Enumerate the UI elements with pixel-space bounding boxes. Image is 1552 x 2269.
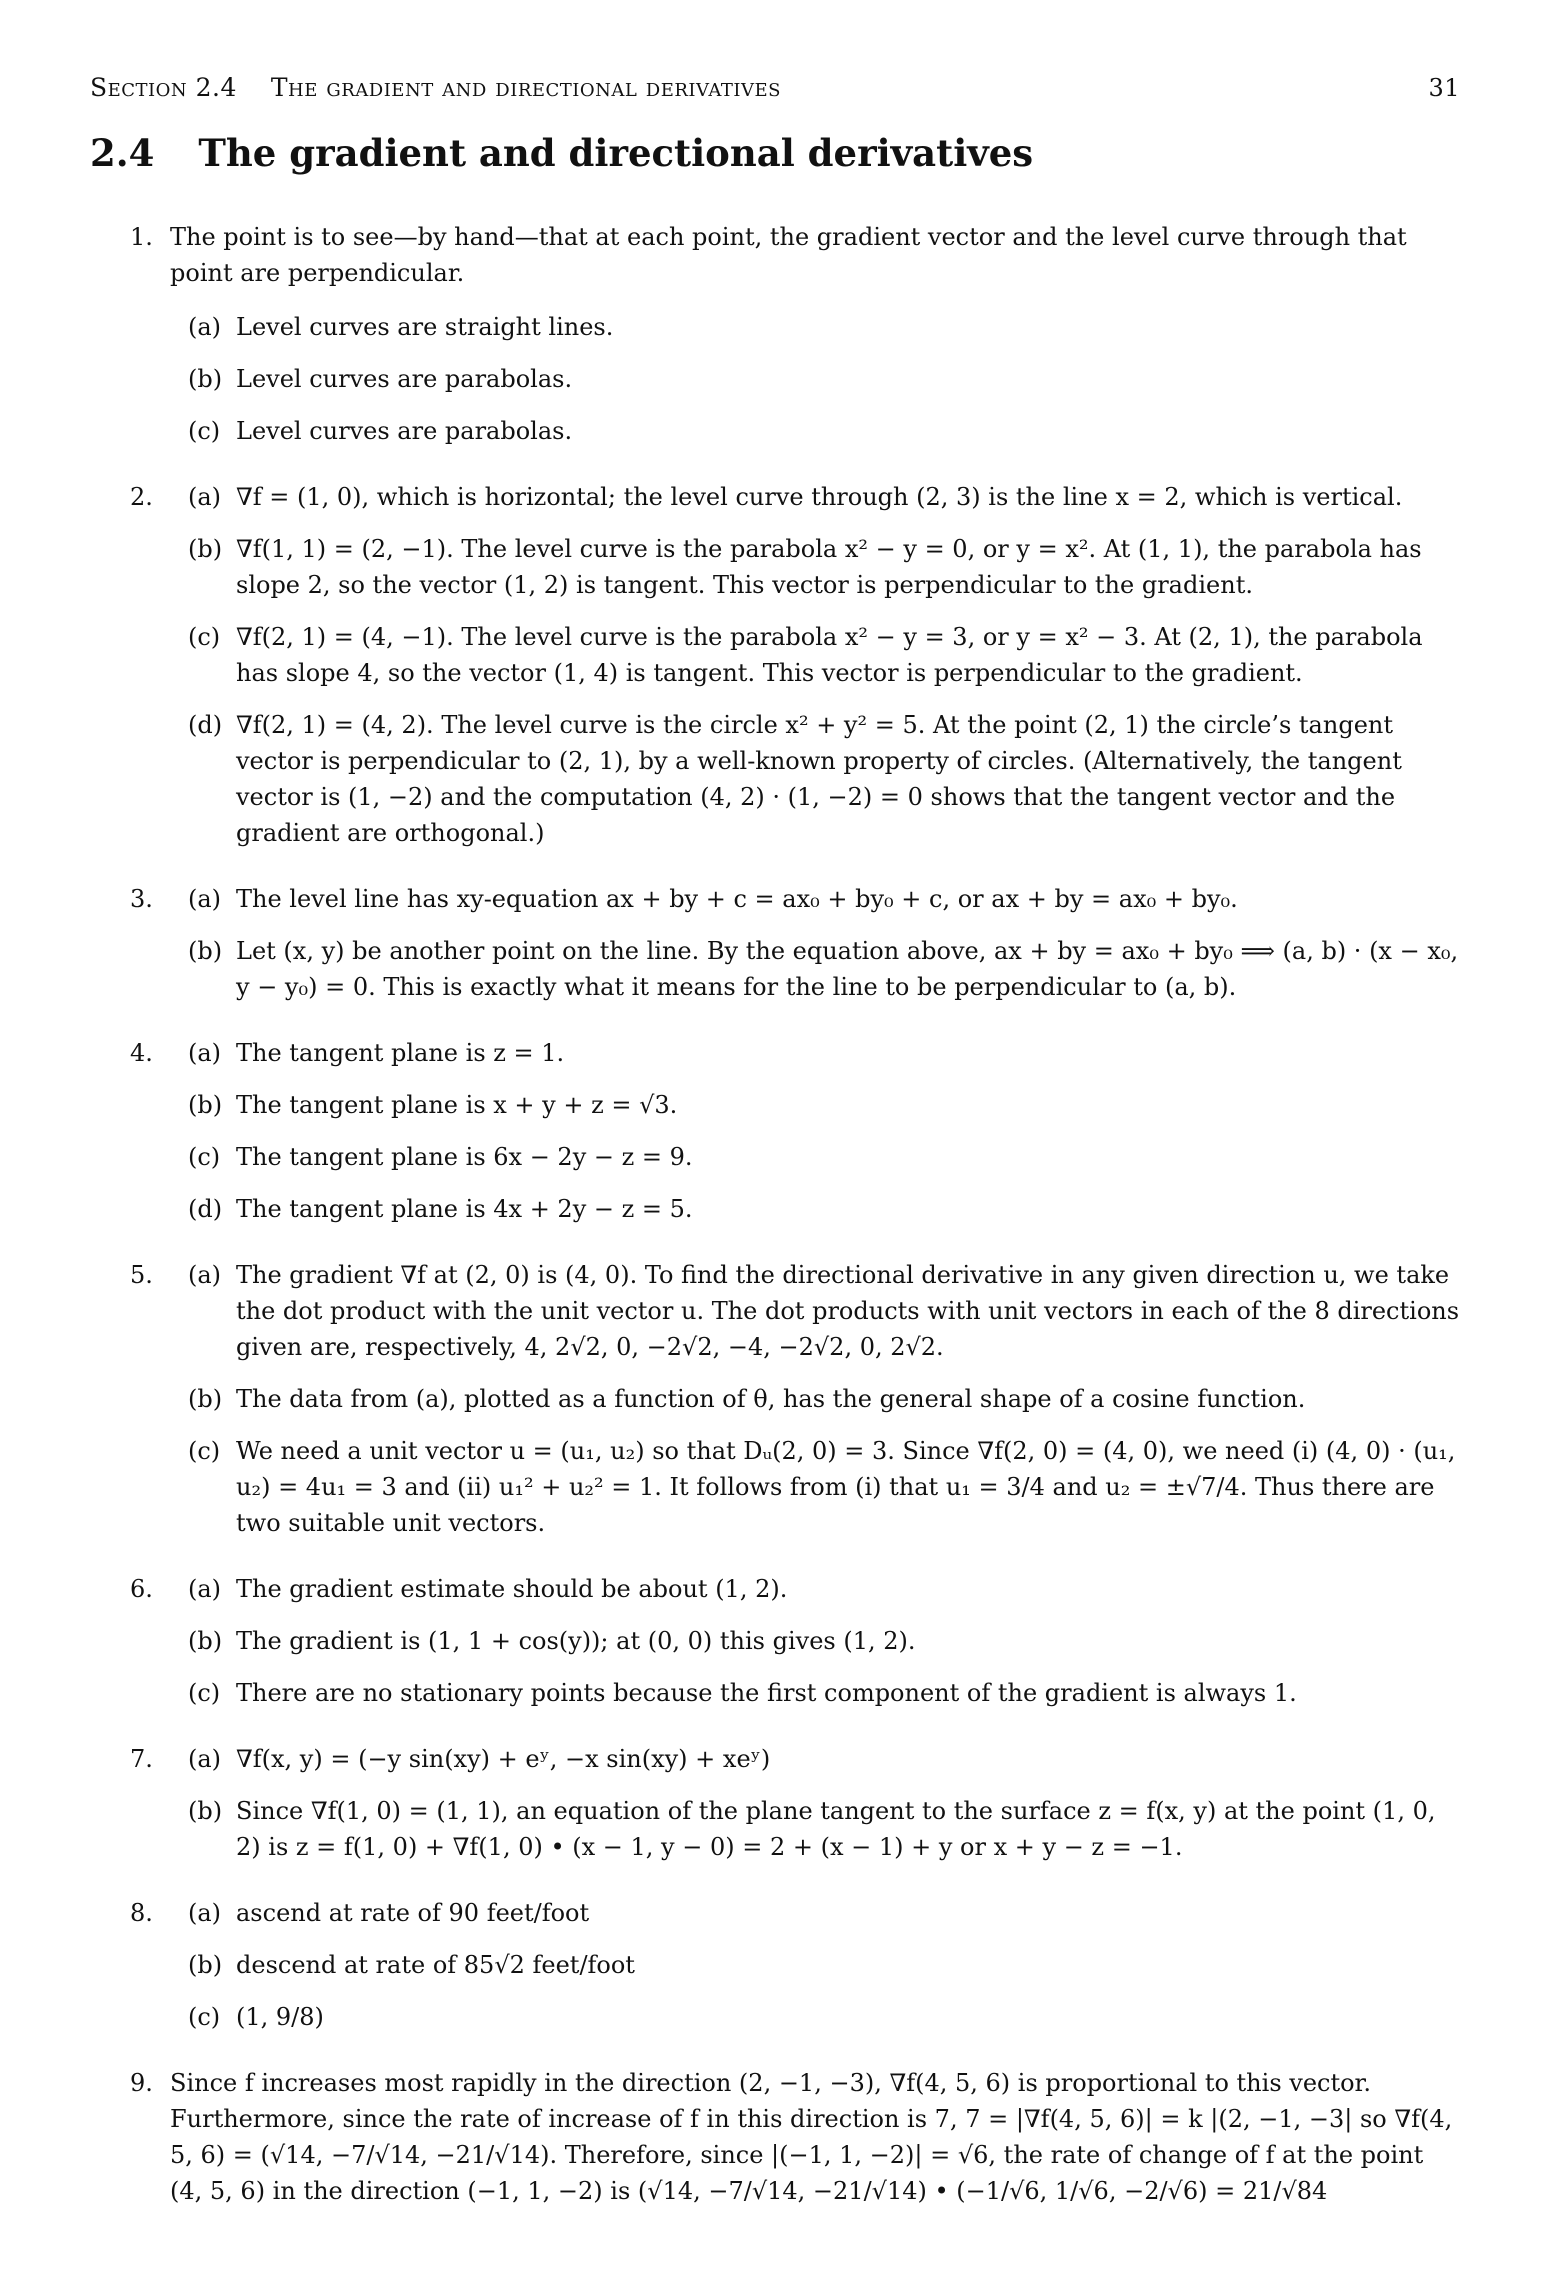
problem-body <box>170 1741 1460 1865</box>
part-text: We need a unit vector u = (u₁, u₂) so that Dᵤ(2, 0) = 3. Since ∇f(2, 0) = (4, 0), we need (i) (4, 0) · (u₁, u₂) = 4u₁ = 3 and (ii) u₁² + u₂² = 1. It follows from (i) that u₁ = 3/4 and u₂ = ±√7/4. Thus there are two suitable unit vectors. <box>236 1436 1456 1537</box>
part-label: (c) <box>188 1678 221 1707</box>
part-text: ∇f = (1, 0), which is horizontal; the level curve through (2, 3) is the line x = 2, which is vertical. <box>236 482 1403 511</box>
problem-parts <box>170 309 1460 449</box>
part-label: (c) <box>188 416 221 445</box>
part-label: (c) <box>188 622 221 651</box>
solution-part <box>188 1035 1460 1071</box>
problem <box>130 219 1460 449</box>
running-head-title <box>90 70 781 106</box>
part-label: (a) <box>188 312 222 341</box>
part-label: (a) <box>188 884 222 913</box>
solution-part <box>188 413 1460 449</box>
part-label: (c) <box>188 1436 221 1465</box>
running-head-section-title: The gradient and directional derivatives <box>270 73 781 102</box>
part-text: ascend at rate of 90 feet/foot <box>236 1898 590 1927</box>
part-label: (b) <box>188 1796 223 1825</box>
solution-part <box>188 1895 1460 1931</box>
problem-number: 1. <box>130 222 153 251</box>
solution-part <box>188 1947 1460 1983</box>
part-text: The tangent plane is 6x − 2y − z = 9. <box>236 1142 693 1171</box>
solution-part <box>188 1793 1460 1865</box>
part-text: Level curves are straight lines. <box>236 312 614 341</box>
running-head-section-label: Section 2.4 <box>90 73 237 102</box>
part-text: (1, 9/8) <box>236 2002 324 2031</box>
problem-parts <box>170 1895 1460 2035</box>
problem-list <box>130 219 1460 2209</box>
problem-number: 3. <box>130 884 153 913</box>
problem-body <box>170 1035 1460 1227</box>
part-label: (b) <box>188 1090 223 1119</box>
problem-parts <box>170 479 1460 851</box>
solution-part <box>188 531 1460 603</box>
problem-body <box>170 219 1460 449</box>
solution-part <box>188 1623 1460 1659</box>
solution-part <box>188 1433 1460 1541</box>
part-text: descend at rate of 85√2 feet/foot <box>236 1950 635 1979</box>
part-text: Since ∇f(1, 0) = (1, 1), an equation of the plane tangent to the surface z = f(x, y) at the point (1, 0, 2) is z = f(1, 0) + ∇f(1, 0) • (x − 1, y − 0) = 2 + (x − 1) + y or x + y − z = −1. <box>236 1796 1436 1861</box>
part-label: (b) <box>188 1626 223 1655</box>
problem-number: 5. <box>130 1260 153 1289</box>
part-label: (a) <box>188 1574 222 1603</box>
part-label: (b) <box>188 1384 223 1413</box>
part-text: The gradient is (1, 1 + cos(y)); at (0, 0) this gives (1, 2). <box>236 1626 916 1655</box>
problem-parts <box>170 1257 1460 1541</box>
problem-number: 9. <box>130 2068 153 2097</box>
part-text: The level line has xy-equation ax + by + c = ax₀ + by₀ + c, or ax + by = ax₀ + by₀. <box>236 884 1238 913</box>
problem-body <box>170 479 1460 851</box>
problem-number: 6. <box>130 1574 153 1603</box>
part-text: The tangent plane is x + y + z = √3. <box>236 1090 678 1119</box>
part-label: (b) <box>188 534 223 563</box>
part-label: (a) <box>188 1260 222 1289</box>
problem-parts <box>170 1741 1460 1865</box>
solution-part <box>188 1741 1460 1777</box>
solution-part <box>188 707 1460 851</box>
part-text: The data from (a), plotted as a function of θ, has the general shape of a cosine function. <box>236 1384 1306 1413</box>
part-text: ∇f(2, 1) = (4, −1). The level curve is the parabola x² − y = 3, or y = x² − 3. At (2, 1), the parabola has slope 4, so the vector (1, 4) is tangent. This vector is perpendicular to the gradient. <box>236 622 1423 687</box>
part-text: The gradient estimate should be about (1, 2). <box>236 1574 788 1603</box>
part-text: The tangent plane is 4x + 2y − z = 5. <box>236 1194 693 1223</box>
solution-part <box>188 1675 1460 1711</box>
problem <box>130 1571 1460 1711</box>
solution-part <box>188 309 1460 345</box>
part-text: The tangent plane is z = 1. <box>236 1038 565 1067</box>
problem-intro: Since f increases most rapidly in the direction (2, −1, −3), ∇f(4, 5, 6) is proportional to this vector. Furthermore, since the rate of increase of f in this direction is 7, 7 = |∇f(4, 5, 6)| = k |(2, −1, −3| so ∇f(4, 5, 6) = (√14, −7/√14, −21/√14). Therefore, since |(−1, 1, −2)| = √6, the rate of change of f at the point (4, 5, 6) in the direction (−1, 1, −2) is (√14, −7/√14, −21/√14) • (−1/√6, 1/√6, −2/√6) = 21/√84 <box>170 2068 1453 2205</box>
problem-number: 7. <box>130 1744 153 1773</box>
section-title-text: The gradient and directional derivatives <box>198 130 1034 175</box>
solution-part <box>188 1381 1460 1417</box>
part-label: (b) <box>188 1950 223 1979</box>
solution-part <box>188 933 1460 1005</box>
part-label: (d) <box>188 710 223 739</box>
problem-parts <box>170 881 1460 1005</box>
section-number: 2.4 <box>90 130 155 175</box>
problem <box>130 1035 1460 1227</box>
solution-part <box>188 1191 1460 1227</box>
solution-part <box>188 881 1460 917</box>
part-label: (a) <box>188 1898 222 1927</box>
solution-part <box>188 1999 1460 2035</box>
problem-body <box>170 881 1460 1005</box>
page-number: 31 <box>1428 74 1460 102</box>
solution-part <box>188 1571 1460 1607</box>
problem <box>130 1895 1460 2035</box>
part-label: (a) <box>188 1744 222 1773</box>
problem-parts <box>170 1035 1460 1227</box>
problem <box>130 1741 1460 1865</box>
part-text: Level curves are parabolas. <box>236 364 573 393</box>
part-label: (c) <box>188 2002 221 2031</box>
part-text: ∇f(x, y) = (−y sin(xy) + eʸ, −x sin(xy) + xeʸ) <box>236 1744 771 1773</box>
problem <box>130 881 1460 1005</box>
part-label: (d) <box>188 1194 223 1223</box>
solution-part <box>188 1139 1460 1175</box>
solution-part <box>188 619 1460 691</box>
solution-part <box>188 361 1460 397</box>
running-head <box>90 70 1460 106</box>
problem-number: 4. <box>130 1038 153 1067</box>
part-text: ∇f(2, 1) = (4, 2). The level curve is the circle x² + y² = 5. At the point (2, 1) the circle’s tangent vector is perpendicular to (2, 1), by a well-known property of circles. (Alternatively, the tangent vector is (1, −2) and the computation (4, 2) · (1, −2) = 0 shows that the tangent vector and the gradient are orthogonal.) <box>236 710 1402 847</box>
problem-intro: The point is to see—by hand—that at each point, the gradient vector and the level curve through that point are perpendicular. <box>170 222 1407 287</box>
problem <box>130 2065 1460 2209</box>
part-text: There are no stationary points because the first component of the gradient is always 1. <box>236 1678 1297 1707</box>
part-label: (b) <box>188 936 223 965</box>
problem-number: 2. <box>130 482 153 511</box>
problem-number: 8. <box>130 1898 153 1927</box>
part-label: (a) <box>188 482 222 511</box>
part-label: (c) <box>188 1142 221 1171</box>
solution-part <box>188 1087 1460 1123</box>
page-title <box>90 131 1460 175</box>
part-text: ∇f(1, 1) = (2, −1). The level curve is the parabola x² − y = 0, or y = x². At (1, 1), the parabola has slope 2, so the vector (1, 2) is tangent. This vector is perpendicular to the gradient. <box>236 534 1422 599</box>
part-label: (a) <box>188 1038 222 1067</box>
problem-body <box>170 1257 1460 1541</box>
problem-body <box>170 1571 1460 1711</box>
part-label: (b) <box>188 364 223 393</box>
problem-parts <box>170 1571 1460 1711</box>
part-text: The gradient ∇f at (2, 0) is (4, 0). To find the directional derivative in any given direction u, we take the dot product with the unit vector u. The dot products with unit vectors in each of the 8 directions given are, respectively, 4, 2√2, 0, −2√2, −4, −2√2, 0, 2√2. <box>236 1260 1460 1361</box>
part-text: Let (x, y) be another point on the line. By the equation above, ax + by = ax₀ + by₀ ⟹ (a, b) · (x − x₀, y − y₀) = 0. This is exactly what it means for the line to be perpendicular to (a, b). <box>236 936 1459 1001</box>
problem-body <box>170 2065 1460 2209</box>
problem <box>130 479 1460 851</box>
part-text: Level curves are parabolas. <box>236 416 573 445</box>
solution-part <box>188 479 1460 515</box>
problem <box>130 1257 1460 1541</box>
problem-body <box>170 1895 1460 2035</box>
solution-part <box>188 1257 1460 1365</box>
